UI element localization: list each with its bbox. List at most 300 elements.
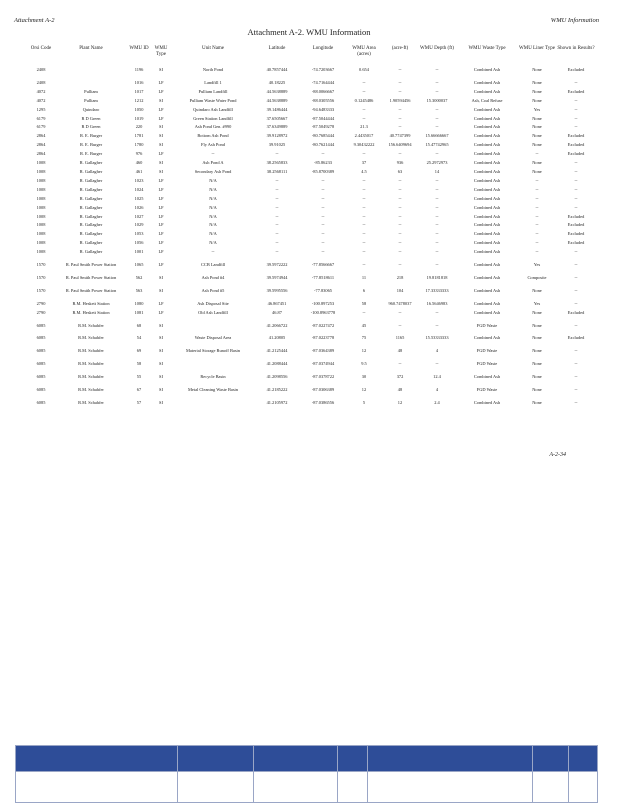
blank-form-header-row <box>16 746 598 772</box>
cell-wmu-area: -- <box>362 186 366 192</box>
cell-latitude: 41.2105972 <box>266 400 288 405</box>
col-header-waste-type: WMU Waste Type <box>468 46 506 51</box>
cell-latitude: -- <box>275 186 279 192</box>
col-header-liner-type: WMU Liner Type <box>519 46 555 51</box>
cell-unit-name: Ash Pond A <box>202 160 224 166</box>
cell-volume: 12 <box>397 400 403 405</box>
cell-wmu-type: SI <box>159 133 163 139</box>
cell-wmu-type: LF <box>158 186 164 192</box>
cell-liner-type: Composite <box>527 274 547 280</box>
cell-wmu-id: 1080 <box>134 300 144 306</box>
cell-wmu-depth: -- <box>435 262 439 268</box>
cell-waste-type: Combined Ash <box>473 160 501 166</box>
table-row <box>28 204 596 213</box>
cell-wmu-id: 1026 <box>134 204 144 210</box>
cell-liner-type: None <box>532 400 542 405</box>
cell-wmu-area: -- <box>362 151 366 157</box>
cell-plant-name: R. Paul Smith Power Station <box>65 287 117 293</box>
cell-wmu-area: 9.30432222 <box>353 142 375 148</box>
cell-wmu-type: LF <box>158 249 164 255</box>
cell-wmu-type: LF <box>158 231 164 237</box>
cell-wmu-id: 1027 <box>134 213 144 219</box>
cell-plant-name: R. Gallagher <box>79 249 103 255</box>
cell-unit-name: Ash Disposal Site <box>197 300 229 306</box>
cell-orsi-code: 1008 <box>36 168 46 174</box>
cell-shown-in-results: -- <box>574 160 578 166</box>
cell-wmu-area: -- <box>362 240 366 246</box>
cell-latitude: 46.867451 <box>267 300 287 306</box>
cell-orsi-code: 2408 <box>36 67 46 72</box>
cell-unit-name: Pulliam Landfill <box>198 88 228 94</box>
cell-wmu-area: 0.1245486 <box>354 97 374 103</box>
blank-body-cell <box>178 772 254 803</box>
cell-longitude: -85.8700389 <box>311 168 335 174</box>
cell-wmu-type: SI <box>159 160 163 166</box>
cell-shown-in-results: -- <box>574 287 578 293</box>
cell-wmu-depth: -- <box>435 361 439 367</box>
cell-volume: 104 <box>396 287 404 293</box>
cell-wmu-id: 460 <box>135 160 143 166</box>
col-header-volume: (acre-ft) <box>391 46 409 51</box>
cell-orsi-code: 1295 <box>36 106 46 112</box>
cell-shown-in-results: -- <box>574 97 578 103</box>
cell-liner-type: None <box>532 361 542 367</box>
cell-latitude: 39.5995556 <box>266 287 288 293</box>
blank-header-cell <box>533 746 569 772</box>
col-header-shown-in-results: Shown in Results? <box>557 46 595 51</box>
cell-unit-name: Recycle Basin <box>200 374 226 380</box>
cell-wmu-depth: -- <box>435 213 439 219</box>
cell-plant-name: R. E. Burger <box>79 133 103 139</box>
cell-longitude: -74.7164444 <box>311 79 335 85</box>
table-row <box>28 369 596 382</box>
cell-latitude: -- <box>275 195 279 201</box>
table-row <box>28 356 596 369</box>
cell-volume: 63 <box>397 168 403 174</box>
cell-shown-in-results: Excluded <box>567 151 585 157</box>
table-row <box>28 168 596 177</box>
table-row <box>28 195 596 204</box>
table-row <box>28 318 596 331</box>
cell-wmu-depth: -- <box>435 309 439 315</box>
cell-wmu-id: 976 <box>135 151 143 157</box>
cell-waste-type: Combined Ash <box>473 400 501 405</box>
cell-wmu-area: 58 <box>361 300 367 306</box>
cell-unit-name: N/A <box>209 204 217 210</box>
cell-wmu-id: 54 <box>136 335 142 341</box>
cell-plant-name: R.M. Schahfer <box>78 335 104 341</box>
cell-wmu-depth: -- <box>435 186 439 192</box>
cell-unit-name: N/A <box>209 213 217 219</box>
cell-shown-in-results: -- <box>574 348 578 354</box>
cell-plant-name: R.M. Schahfer <box>78 400 104 405</box>
cell-volume: -- <box>398 115 402 121</box>
cell-wmu-depth: -- <box>435 322 439 328</box>
table-row <box>28 123 596 132</box>
table-row <box>28 66 596 75</box>
cell-wmu-id: 1050 <box>134 106 144 112</box>
cell-wmu-area: 12 <box>361 387 367 393</box>
cell-wmu-type: SI <box>159 67 163 72</box>
cell-orsi-code: 6085 <box>36 335 46 341</box>
cell-wmu-area: 0.654 <box>359 67 369 72</box>
cell-wmu-id: 1017 <box>134 88 144 94</box>
cell-wmu-area: -- <box>362 249 366 255</box>
cell-orsi-code: 2864 <box>36 151 46 157</box>
table-row <box>28 132 596 141</box>
cell-volume: -- <box>398 177 402 183</box>
cell-waste-type: Combined Ash <box>473 115 501 121</box>
cell-orsi-code: 1008 <box>36 204 46 210</box>
cell-waste-type: Combined Ash <box>473 142 501 148</box>
cell-wmu-area: -- <box>362 106 366 112</box>
cell-wmu-area: -- <box>362 115 366 121</box>
cell-plant-name: R.M. Schahfer <box>78 361 104 367</box>
cell-shown-in-results: Excluded <box>567 240 585 246</box>
cell-unit-name: N/A <box>209 231 217 237</box>
cell-wmu-type: SI <box>159 374 163 380</box>
cell-orsi-code: 6085 <box>36 348 46 354</box>
cell-unit-name <box>172 356 254 369</box>
cell-plant-name: Pulliam <box>84 97 98 103</box>
cell-wmu-depth: -- <box>435 195 439 201</box>
cell-wmu-type: LF <box>158 177 164 183</box>
cell-wmu-type: LF <box>158 309 164 315</box>
cell-wmu-depth: 19.8181818 <box>426 274 448 280</box>
cell-waste-type: Combined Ash <box>473 309 501 315</box>
cell-wmu-type: LF <box>158 204 164 210</box>
cell-wmu-type: SI <box>159 124 163 130</box>
cell-wmu-depth: -- <box>435 240 439 246</box>
cell-wmu-type: LF <box>158 300 164 306</box>
table-row <box>28 382 596 395</box>
cell-orsi-code: 2864 <box>36 142 46 148</box>
cell-shown-in-results: -- <box>574 124 578 130</box>
cell-longitude: -87.0223778 <box>311 335 335 341</box>
cell-shown-in-results: -- <box>574 186 578 192</box>
cell-shown-in-results: -- <box>574 322 578 328</box>
cell-wmu-area: 5 <box>362 400 366 405</box>
cell-wmu-depth: 15.3000037 <box>426 97 448 103</box>
cell-wmu-depth: 17.33333333 <box>425 287 449 293</box>
cell-orsi-code: 1008 <box>36 240 46 246</box>
cell-plant-name: R.M. Schahfer <box>78 348 104 354</box>
cell-longitude: -87.0306389 <box>311 387 335 393</box>
cell-plant-name: R.M. Schahfer <box>78 322 104 328</box>
cell-longitude: -85.86233 <box>314 160 332 166</box>
blank-header-cell <box>338 746 368 772</box>
cell-latitude: -- <box>275 204 279 210</box>
cell-wmu-depth: -- <box>435 67 439 72</box>
cell-volume: -- <box>398 124 402 130</box>
cell-volume: 218 <box>396 274 404 280</box>
cell-wmu-id: 562 <box>135 274 143 280</box>
cell-wmu-id: 1001 <box>134 249 144 255</box>
cell-plant-name: R. Gallagher <box>79 204 103 210</box>
table-row <box>28 309 596 318</box>
cell-latitude: 41.2185222 <box>266 387 288 393</box>
cell-unit-name: Ash Pond #4 <box>201 274 225 280</box>
table-row <box>28 283 596 296</box>
cell-wmu-area: 37 <box>361 160 367 166</box>
table-row <box>28 106 596 115</box>
cell-orsi-code: 2864 <box>36 133 46 139</box>
cell-volume: -- <box>398 213 402 219</box>
table-row <box>28 296 596 309</box>
cell-volume: -- <box>398 361 402 367</box>
cell-shown-in-results: -- <box>574 168 578 174</box>
cell-wmu-depth: -- <box>435 106 439 112</box>
cell-waste-type: Combined Ash <box>473 231 501 237</box>
cell-plant-name: R. E. Burger <box>79 151 103 157</box>
cell-wmu-type: SI <box>159 335 163 341</box>
cell-volume: 1.90594456 <box>389 97 411 103</box>
cell-latitude: 40.18225 <box>268 79 286 85</box>
cell-wmu-type: LF <box>158 213 164 219</box>
cell-volume: -- <box>398 204 402 210</box>
cell-wmu-depth: 12.4 <box>433 374 441 380</box>
cell-plant-name: R. Gallagher <box>79 231 103 237</box>
cell-wmu-type: SI <box>159 142 163 148</box>
cell-wmu-area: 75 <box>361 335 367 341</box>
cell-unit-name: N/A <box>209 177 217 183</box>
cell-unit-name: Waste Disposal Area <box>194 335 232 341</box>
cell-latitude: -- <box>275 231 279 237</box>
cell-wmu-id: 1019 <box>134 115 144 121</box>
table-row <box>28 150 596 159</box>
cell-wmu-area: -- <box>362 222 366 228</box>
cell-volume: -- <box>398 67 402 72</box>
cell-wmu-id: 55 <box>136 374 142 380</box>
cell-liner-type: -- <box>535 151 539 157</box>
cell-liner-type: None <box>532 335 542 341</box>
cell-longitude: -- <box>321 177 325 183</box>
cell-liner-type: Yes <box>533 300 541 306</box>
cell-orsi-code: 1008 <box>36 195 46 201</box>
cell-wmu-id: 1056 <box>134 240 144 246</box>
cell-liner-type: None <box>532 142 542 148</box>
table-row <box>28 221 596 230</box>
cell-waste-type: Combined Ash <box>473 287 501 293</box>
cell-orsi-code: 6085 <box>36 400 46 405</box>
cell-orsi-code: 2408 <box>36 79 46 85</box>
cell-volume: 1165 <box>395 335 405 341</box>
page-number: A-2-34 <box>549 452 566 458</box>
col-header-longitude: Longitude <box>312 46 334 51</box>
cell-liner-type: None <box>532 287 542 293</box>
cell-latitude: 37.6505667 <box>266 115 288 121</box>
cell-longitude: -- <box>321 204 325 210</box>
cell-orsi-code: 2790 <box>36 309 46 315</box>
cell-plant-name <box>54 75 128 88</box>
cell-plant-name: R. Gallagher <box>79 240 103 246</box>
cell-waste-type: Combined Ash <box>473 106 501 112</box>
cell-waste-type: Combined Ash <box>473 222 501 228</box>
table-row <box>28 343 596 356</box>
table-row <box>28 230 596 239</box>
cell-wmu-type: LF <box>158 222 164 228</box>
cell-wmu-depth: -- <box>435 204 439 210</box>
cell-wmu-depth: -- <box>435 79 439 85</box>
cell-liner-type: None <box>532 387 542 393</box>
cell-plant-name: R. Gallagher <box>79 222 103 228</box>
cell-latitude: -- <box>275 222 279 228</box>
cell-wmu-type: LF <box>158 106 164 112</box>
table-row <box>28 97 596 106</box>
cell-waste-type: Combined Ash <box>473 186 501 192</box>
cell-orsi-code: 1008 <box>36 222 46 228</box>
cell-volume: 960.7478037 <box>388 300 412 306</box>
cell-longitude: -87.5044444 <box>311 115 335 121</box>
cell-liner-type: None <box>532 309 542 315</box>
cell-waste-type: Combined Ash <box>473 374 501 380</box>
cell-wmu-id: 220 <box>135 124 143 130</box>
cell-latitude: 40.7857444 <box>266 67 288 72</box>
cell-longitude: -- <box>321 222 325 228</box>
cell-wmu-area: 30 <box>361 374 367 380</box>
col-header-wmu-id: WMU ID <box>129 46 149 51</box>
cell-wmu-area: -- <box>362 204 366 210</box>
cell-shown-in-results: -- <box>574 300 578 306</box>
cell-plant-name: R. Paul Smith Power Station <box>65 262 117 268</box>
cell-longitude: -77.8566667 <box>311 262 335 268</box>
cell-wmu-depth: 15.47742965 <box>425 142 449 148</box>
cell-liner-type: None <box>532 115 542 121</box>
cell-wmu-depth: 4 <box>435 387 439 393</box>
cell-orsi-code: 1008 <box>36 213 46 219</box>
cell-waste-type: Combined Ash <box>473 262 501 268</box>
page-title: Attachment A-2. WMU Information <box>247 27 371 37</box>
header-attachment-label: Attachment A-2 <box>14 17 55 24</box>
cell-shown-in-results: -- <box>574 79 578 85</box>
cell-wmu-id: 563 <box>135 287 143 293</box>
cell-wmu-area: 11 <box>361 274 367 280</box>
cell-orsi-code: 1008 <box>36 160 46 166</box>
cell-volume: -- <box>398 262 402 268</box>
cell-wmu-type: LF <box>158 79 164 85</box>
cell-wmu-depth: 4 <box>435 348 439 354</box>
cell-orsi-code: 1008 <box>36 177 46 183</box>
cell-liner-type: None <box>532 97 542 103</box>
cell-wmu-area: -- <box>362 88 366 94</box>
cell-wmu-area: 6 <box>362 287 366 293</box>
cell-waste-type: Combined Ash <box>473 335 501 341</box>
cell-shown-in-results: Excluded <box>567 142 585 148</box>
cell-longitude: -88.0066667 <box>311 88 335 94</box>
cell-waste-type: FGD Waste <box>476 361 498 367</box>
cell-shown-in-results: Excluded <box>567 88 585 94</box>
cell-latitude: 41.2066722 <box>266 322 288 328</box>
cell-liner-type: None <box>532 348 542 354</box>
cell-wmu-type: LF <box>158 88 164 94</box>
cell-wmu-area: 45 <box>361 322 367 328</box>
cell-liner-type: -- <box>535 177 539 183</box>
cell-latitude: 38.2565833 <box>266 160 288 166</box>
cell-wmu-depth: -- <box>435 249 439 255</box>
cell-shown-in-results: Excluded <box>567 231 585 237</box>
cell-liner-type: -- <box>535 231 539 237</box>
table-row <box>28 177 596 186</box>
cell-orsi-code: 6179 <box>36 124 46 130</box>
cell-latitude: -- <box>275 177 279 183</box>
cell-liner-type: -- <box>535 249 539 255</box>
blank-body-cell <box>368 772 533 803</box>
cell-volume: -- <box>398 186 402 192</box>
cell-wmu-area: 4.5 <box>361 168 367 174</box>
header-section-label: WMU Information <box>550 17 599 24</box>
cell-shown-in-results: -- <box>574 387 578 393</box>
cell-volume: -- <box>398 222 402 228</box>
cell-unit-name: Bottom Ash Pond <box>197 133 229 139</box>
blank-header-cell <box>178 746 254 772</box>
cell-longitude: -87.0374944 <box>311 361 335 367</box>
cell-longitude: -- <box>321 231 325 237</box>
cell-volume: 48 <box>397 348 403 354</box>
cell-unit-name: Ash Pond #5 <box>201 287 225 293</box>
cell-shown-in-results: -- <box>574 204 578 210</box>
table-row <box>28 115 596 124</box>
wmu-info-table <box>28 46 596 408</box>
blank-body-cell <box>254 772 338 803</box>
cell-orsi-code: 6085 <box>36 374 46 380</box>
cell-orsi-code: 1008 <box>36 186 46 192</box>
cell-wmu-id: 1029 <box>134 222 144 228</box>
cell-latitude: 44.5638889 <box>266 88 288 94</box>
cell-shown-in-results: -- <box>574 274 578 280</box>
cell-longitude: -80.7685444 <box>311 133 335 139</box>
col-header-wmu-area: WMU Area (acres) <box>352 46 376 57</box>
cell-wmu-depth: -- <box>435 231 439 237</box>
cell-unit-name: N/A <box>209 186 217 192</box>
cell-liner-type: -- <box>535 222 539 228</box>
cell-unit-name: North Pond <box>202 67 224 72</box>
cell-liner-type: -- <box>535 240 539 246</box>
cell-wmu-type: LF <box>158 195 164 201</box>
cell-waste-type: Combined Ash <box>473 300 501 306</box>
cell-liner-type: None <box>532 133 542 139</box>
cell-wmu-type: SI <box>159 287 163 293</box>
cell-wmu-area: -- <box>362 309 366 315</box>
cell-wmu-depth: 2.4 <box>434 400 440 405</box>
cell-wmu-type: LF <box>158 262 164 268</box>
cell-plant-name: R. Gallagher <box>79 195 103 201</box>
cell-longitude: -74.7203667 <box>311 67 335 72</box>
cell-longitude: -- <box>321 249 325 255</box>
cell-unit-name <box>172 395 254 408</box>
cell-volume: -- <box>398 322 402 328</box>
cell-shown-in-results: Excluded <box>567 222 585 228</box>
cell-wmu-depth: -- <box>435 177 439 183</box>
cell-liner-type: None <box>532 67 542 72</box>
cell-longitude: -- <box>321 195 325 201</box>
cell-wmu-type: SI <box>159 400 163 405</box>
cell-plant-name: R. E. Burger <box>79 142 103 148</box>
cell-wmu-type: SI <box>159 274 163 280</box>
cell-unit-name: Green Station Landfill <box>193 115 233 121</box>
cell-latitude: -- <box>275 213 279 219</box>
cell-unit-name: Ash Pond Gen. #990 <box>194 124 232 130</box>
cell-plant-name: R.M. Heskett Station <box>72 309 110 315</box>
cell-longitude: -100.8963778 <box>310 309 336 315</box>
cell-volume: -- <box>398 249 402 255</box>
cell-longitude: -88.0305556 <box>311 97 335 103</box>
cell-longitude: -87.0378722 <box>311 374 335 380</box>
cell-volume: -- <box>398 231 402 237</box>
cell-wmu-area: 12 <box>361 348 367 354</box>
cell-wmu-type: SI <box>159 387 163 393</box>
cell-orsi-code: 4072 <box>36 97 46 103</box>
col-header-latitude: Latitude <box>268 46 286 51</box>
